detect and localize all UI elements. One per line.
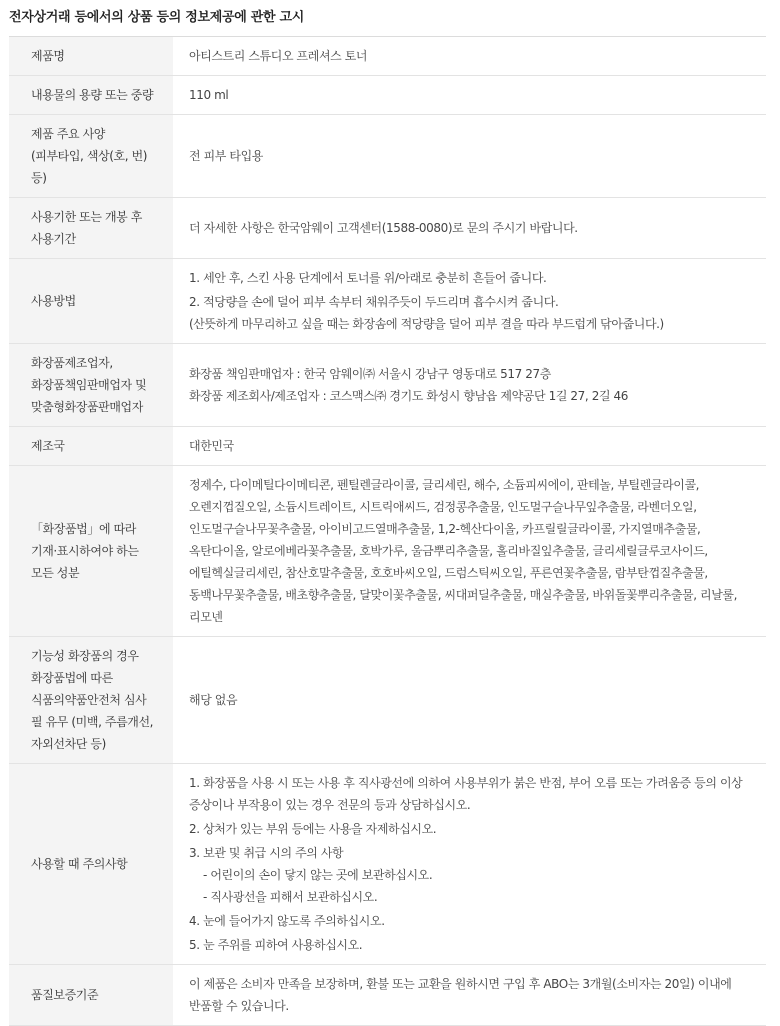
notice-title: 전자상거래 등에서의 상품 등의 정보제공에 관한 고시 (9, 10, 305, 25)
row-label: 사용기한 또는 개봉 후 사용기간 (9, 198, 173, 259)
row-value (173, 259, 766, 344)
row-value (173, 115, 766, 198)
value-line: 5. 눈 주위를 피하여 사용하십시오. (189, 938, 363, 952)
table-row (9, 115, 766, 198)
value-line: 4. 눈에 들어가지 않도록 주의하십시오. (189, 914, 385, 928)
value-line: (산뜻하게 마무리하고 싶을 때는 화장솜에 적당량을 덜어 피부 결을 따라 부드럽게 닦아줍니다.) (189, 317, 664, 331)
table-row (9, 198, 766, 259)
table-row (9, 76, 766, 115)
value-line: 2. 상처가 있는 부위 등에는 사용을 자제하십시오. (189, 822, 437, 836)
row-value (173, 37, 766, 76)
value-line: 3. 보관 및 취급 시의 주의 사항 (189, 846, 344, 860)
table-row (9, 259, 766, 344)
row-label: 제조국 (9, 427, 173, 466)
row-label: 화장품제조업자, 화장품책임판매업자 및 맞춤형화장품판매업자 (9, 344, 173, 427)
info-table (9, 36, 766, 1026)
row-label: 사용방법 (9, 259, 173, 344)
row-value (173, 965, 766, 1026)
table-row (9, 427, 766, 466)
value-line: 이 제품은 소비자 만족을 보장하며, 환불 또는 교환을 원하시면 구입 후 ABO는 3개월(소비자는 20일) 이내에 반품할 수 있습니다. (189, 977, 732, 1013)
row-value (173, 764, 766, 965)
table-row (9, 637, 766, 764)
row-value (173, 198, 766, 259)
value-line: 110 ml (189, 88, 229, 102)
row-value (173, 344, 766, 427)
value-subline: - 직사광선을 피해서 보관하십시오. (203, 890, 378, 904)
row-value (173, 427, 766, 466)
row-label: 제품명 (9, 37, 173, 76)
value-line: 2. 적당량을 손에 덜어 피부 속부터 채워주듯이 두드리며 흡수시켜 줍니다. (189, 295, 559, 309)
row-label: 품질보증기준 (9, 965, 173, 1026)
row-label: 내용물의 용량 또는 중량 (9, 76, 173, 115)
row-value (173, 466, 766, 637)
table-row (9, 764, 766, 965)
table-row (9, 344, 766, 427)
row-label: 「화장품법」에 따라 기재·표시하여야 하는 모든 성분 (9, 466, 173, 637)
row-label: 기능성 화장품의 경우 화장품법에 따른 식품의약품안전처 심사 필 유무 (미백, 주름개선, 자외선차단 등) (9, 637, 173, 764)
table-row (9, 466, 766, 637)
table-row (9, 37, 766, 76)
table-row (9, 965, 766, 1026)
value-line: 화장품 책임판매업자 : 한국 암웨이㈜ 서울시 강남구 영동대로 517 27층 (189, 367, 551, 381)
value-line: 1. 화장품을 사용 시 또는 사용 후 직사광선에 의하여 사용부위가 붉은 반점, 부어 오름 또는 가려움증 등의 이상 증상이나 부작용이 있는 경우 전문의 등과 상담하십시오. (189, 776, 743, 812)
value-line: 화장품 제조회사/제조업자 : 코스맥스㈜ 경기도 화성시 향남읍 제약공단 1길 27, 2길 46 (189, 389, 629, 403)
ingredients-list: 정제수, 다이메틸다이메티콘, 펜틸렌글라이콜, 글리세린, 해수, 소듐피씨에이, 판테놀, 부틸렌글라이콜, 오렌지껍질오일, 소듐시트레이트, 시트릭애씨드, 검정콩추출물, 인도멀구슬나무잎추출물, 라벤더오일, 인도멀구슬나무꽃추출물, 아이비고드열매추출물, 1,2-헥산다이올, 카프릴릴글라이콜, 가지열매추출물, 옥탄다이올, 알로에베라꽃추출물, 호박가루, 울금뿌리추출물, 홀리바질잎추출물, 글리세릴글루코사이드, 에틸헥실글리세린, 참산호말추출물, 호호바씨오일, 드럼스틱씨오일, 푸른연꽃추출물, 람부탄껍질추출물, 동백나무꽃추출물, 배초향추출물, 달맞이꽃추출물, 씨대퍼딜추출물, 매실추출물, 바위돌꽃뿌리추출물, 리날룰, 리모넨 (189, 478, 738, 624)
row-label: 제품 주요 사양 (피부타입, 색상(호, 번) 등) (9, 115, 173, 198)
value-line: 아티스트리 스튜디오 프레셔스 토너 (189, 49, 368, 63)
row-value (173, 637, 766, 764)
value-line: 전 피부 타입용 (189, 149, 263, 163)
row-label: 사용할 때 주의사항 (9, 764, 173, 965)
value-subline: - 어린이의 손이 닿지 않는 곳에 보관하십시오. (203, 868, 433, 882)
value-line: 1. 세안 후, 스킨 사용 단계에서 토너를 위/아래로 충분히 흔들어 줍니다. (189, 271, 547, 285)
value-line: 해당 없음 (189, 693, 238, 707)
row-value (173, 76, 766, 115)
value-line: 더 자세한 사항은 한국암웨이 고객센터(1588-0080)로 문의 주시기 바랍니다. (189, 221, 578, 235)
value-line: 대한민국 (189, 439, 234, 453)
